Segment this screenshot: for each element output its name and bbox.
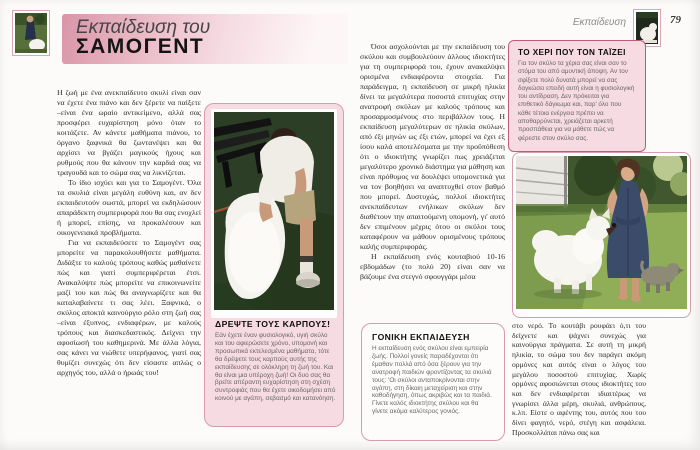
thumbnail-trainer-dog-image — [15, 13, 47, 53]
white-fence — [516, 156, 568, 208]
body-paragraph: Η εκπαίδευση ενός κουταβιού 10-16 εβδομάδων (το πολύ 20) είναι σαν να βάζουμε ένα στεγνό σφουγγάρι μέσα — [360, 252, 505, 281]
left-page-thumbnail-photo — [12, 10, 50, 56]
photo-woman-with-samoyed-and-small-dog — [516, 156, 687, 309]
body-paragraph: Το ίδιο ισχύει και για το Σαμογέντ. Όλα τα σκυλιά είναι μεγάλη ευθύνη και, αν δεν εκπαιδευτούν σωστά, μπορεί να εκδηλώσουν απαράδεκτη συμπεριφορά που θα σας ενοχλεί ή μπορεί, επίσης, να προκαλέσουν και οικογενειακά προβλήματα. — [57, 178, 201, 237]
parent-training-title: ΓΟΝΙΚΗ ΕΚΠΑΙΔΕΥΣΗ — [372, 332, 470, 342]
chapter-title: ΣΑΜΟΓΕΝΤ — [76, 35, 205, 58]
reap-rewards-text: Εάν έχετε έναν φυσιολογικό, υγιή σκύλο και του αφιερώσετε χρόνο, υπομονή και προσωπικά εκτελεσμένα μαθήματα, τότε θα δρέψετε τους καρπούς αυτής της εκπαίδευσης σε ολόκληρη τη ζωή του. Και θα είναι μια υπέροχη ζωή! Οι δυο σας θα βρείτε απέραντη ευχαρίστηση στη σχέση συντροφιάς που θα έχετε οικοδομήσει από κοινού με αγάπη, σεβασμό και κατανόηση. — [215, 332, 336, 403]
chapter-title-kicker: Εκπαίδευση του — [76, 17, 211, 38]
parent-training-text: Η εκπαίδευση ενός σκύλου είναι εμπειρία ζωής. Πολλοί γονείς παραδέχονται ότι έμαθαν πολλά από όσα ξέρουν για την ανατροφή παιδιών φροντίζοντας τα σκυλιά τους: 'Οι σκύλοι ανταποκρίνονται στην αγάπη, στη δίκαιη μεταχείριση και στην καθοδήγηση, όπως ακριβώς και τα παιδιά. Γίνετε καλός ιδιοκτήτης σκύλου και θα γίνετε ακόμα καλύτερος γονιός. — [372, 345, 492, 416]
photo-man-training-samoyed — [214, 112, 334, 310]
left-body-column — [57, 88, 201, 378]
reap-rewards-title: ΔΡΕΨΤΕ ΤΟΥΣ ΚΑΡΠΟΥΣ! — [215, 319, 331, 329]
trainer-photo-frame — [211, 109, 337, 318]
parent-training-box — [361, 323, 505, 441]
hand-that-feeds-box — [508, 40, 646, 152]
page-number: 79 — [670, 14, 681, 26]
body-paragraph: Όσοι ασχολούνται με την εκπαίδευση του σκύλου και συμβουλεύουν άλλους ιδιοκτήτες για τη συμπεριφορά του, έχουν ανακαλύψει ορισμένα ενδιαφέροντα στοιχεία. Για παράδειγμα, η εκπαίδευση σε μικρή ηλικία δίνει τα μεγαλύτερα ποσοστά επιτυχίας στην ανατροφή σκύλων με καλούς τρόπους και προσαρμοσμένους στο περιβάλλον τους. Η εκπαίδευση μεγαλύτερων σε ηλικία σκύλων, από έξι μηνών ως έξι ετών, μπορεί να έχει εξ ίσου καλά αποτελέσματα με την προϋπόθεση ότι ο ιδιοκτήτης γνωρίζει πως χρειάζεται μεγαλύτερο χρονικό διάστημα για μάθηση και είναι πρόθυμος να δουλέψει υπομονετικά για να τον βοηθήσει να αναπτυχθεί στον βαθμό που μπορεί. Δυστυχώς, πολλοί ιδιοκτήτες ανεκπαίδευτων ενήλικων σκύλων δεν διαθέτουν την απαιτούμενη υπομονή, γι' αυτό δεν επιμένουν μέχρις ότου οι σκύλοι τους καταφέρουν να μάθουν ορισμένους τρόπους καλής συμπεριφοράς. — [360, 42, 505, 251]
woman-dogs-photo-frame — [512, 152, 691, 318]
running-head: Εκπαίδευση — [572, 17, 626, 28]
right-body-column-1 — [360, 42, 505, 282]
body-paragraph: Η ζωή με ένα ανεκπαίδευτο σκυλί είναι σαν να έχετε ένα πιάνο και δεν ξέρετε να παίξετε –είναι ένα ωραίο αντικείμενο, αλλά σας προσφέρει ευχαρίστηση μόνο όταν το κοιτάζετε. Αν κάνετε μαθήματα πιάνου, το όργανο ξαφνικά θα ζωντανέψει και θα αρχίσει να βγάζει μαγικούς ήχους και ρυθμούς που θα κάνουν την καρδιά σας να τραγουδά και το σώμα σας να λικνίζεται. — [57, 88, 201, 177]
chapter-title-box — [62, 14, 348, 64]
hand-that-feeds-title: ΤΟ ΧΕΡΙ ΠΟΥ ΤΟΝ ΤΑΪΖΕΙ — [518, 48, 626, 57]
right-body-column-2 — [512, 321, 646, 437]
body-paragraph: στο νερό. Το κουτάβι ρουφάει ό,τι του δείχνετε και ψάχνει συνεχώς για καινούργια πράγματα. Σε αυτή τη μικρή ηλικία, το σώμα του δεν παράγει ακόμη ορμόνες και αυτός είναι ο λόγος του μεγάλου ποσοστού επιτυχίας. Χωρίς ορμόνες αφοσιώνεται στους ιδιοκτήτες του και δεν ενδιαφέρεται ιδιαιτέρως να γνωρίσει άλλα μέρη, σκυλιά, ανθρώπους, κ.λπ. Είστε ο αφέντης του, αυτός που του δίνει φαγητό, νερό, στέγη και ασφάλεια. Προσκολλάται πάνω σας και — [512, 321, 646, 437]
body-paragraph: Για να εκπαιδεύσετε το Σαμογέντ σας μπορείτε να παρακολουθήσετε μαθήματα. Διδάξτε το καλούς τρόπους καθώς μαθαίνετε πώς και γιατί συμπεριφέρεται έτσι. Ανακαλύψτε πώς μπορείτε να επικοινωνείτε μαζί του και πώς θα αναγνωρίζετε και θα καταλαβαίνετε τι σας λέει. Ξαφνικά, ο σκύλος αποκτά καινούργιο ρόλο στη ζωή σας –είναι έξυπνος, ενδιαφέρων, με καλούς τρόπους και διασκεδαστικός. Δείχνει την αφοσίωσή του καθημερινά. Με άλλα λόγια, σας κάνει να νιώθετε υπερήφανος, γιατί σας θυμίζει συνεχώς ότι δεν είσαστε απλώς ο αρχηγός του, αλλά ο ήρωάς του! — [57, 238, 201, 377]
reap-rewards-feature-box — [204, 103, 344, 427]
hand-that-feeds-text: Για τον σκύλο τα χέρια σας είναι σαν το στόμα του από αμυντική άποψη. Αν τον σφίξετε πολύ δυνατά μπορεί να σας δαγκώσει επειδή αυτή είναι η φυσιολογική του αντίδραση. Δεν πρόκειται για επιθετικό δάγκωμα και, παρ' όλο που κάθε τέτοια ενέργεια πρέπει να αποθαρρύνεται, χρειάζεται αρκετή προσπάθεια για να μάθετε πώς να φέρεστε στον σκύλο σας. — [518, 60, 635, 142]
